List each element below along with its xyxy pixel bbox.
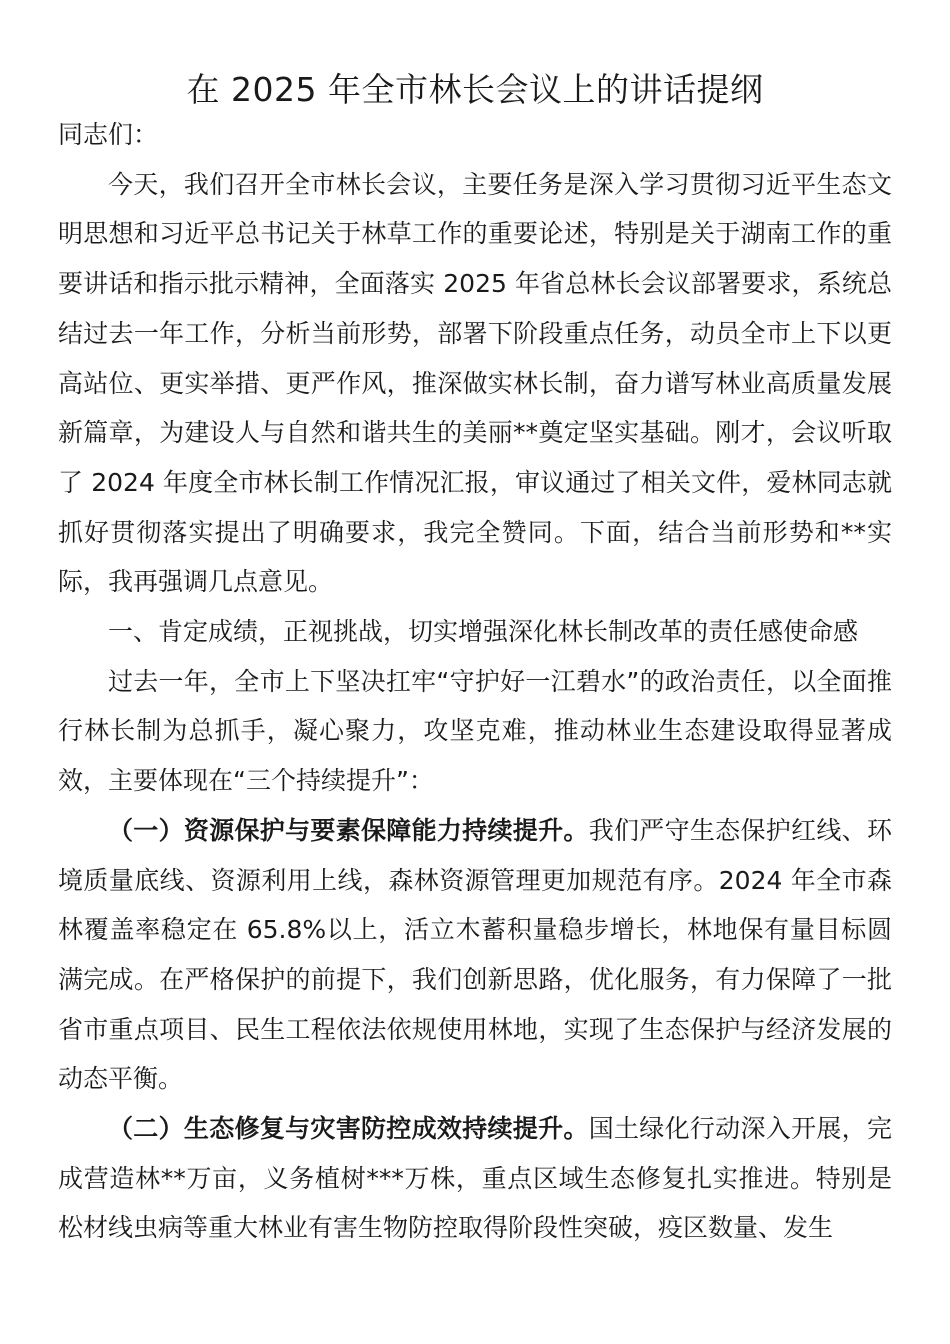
point-two-paragraph bbox=[58, 1104, 892, 1253]
point-one-lead: （一）资源保护与要素保障能力持续提升。 bbox=[108, 815, 589, 845]
point-one-body: 我们严守生态保护红线、环境质量底线、资源利用上线，森林资源管理更加规范有序。2024 年全市森林覆盖率稳定在 65.8%以上，活立木蓄积量稳步增长，林地保有量目标圆满完成。在严格保护的前提下，我们创新思路，优化服务，有力保障了一批省市重点项目、民生工程依法依规使用林地，实现了生态保护与经济发展的动态平衡。 bbox=[58, 815, 892, 1094]
point-two-lead: （二）生态修复与灾害防控成效持续提升。 bbox=[108, 1114, 589, 1144]
point-two-body: 国土绿化行动深入开展，完成营造林**万亩，义务植树***万株，重点区域生态修复扎实推进。特别是松材线虫病等重大林业有害生物防控取得阶段性突破，疫区数量、发生 bbox=[58, 1114, 892, 1243]
section-one-intro-paragraph: 过去一年，全市上下坚决扛牢“守护好一江碧水”的政治责任，以全面推行林长制为总抓手，凝心聚力，攻坚克难，推动林业生态建设取得显著成效，主要体现在“三个持续提升”： bbox=[58, 666, 892, 796]
salutation: 同志们： bbox=[58, 120, 159, 149]
point-one-paragraph bbox=[58, 806, 892, 1104]
intro-paragraph: 今天，我们召开全市林长会议，主要任务是深入学习贯彻习近平生态文明思想和习近平总书记关于林草工作的重要论述，特别是关于湖南工作的重要讲话和指示批示精神，全面落实 2025 年省总林长会议部署要求，系统总结过去一年工作，分析当前形势，部署下阶段重点任务，动员全市上下以更高站位、更实举措、更严作风，推深做实林长制，奋力谱写林业高质量发展新篇章，为建设人与自然和谐共生的美丽**奠定坚实基础。刚才，会议听取了 2024 年度全市林长制工作情况汇报，审议通过了相关文件，爱林同志就抓好贯彻落实提出了明确要求，我完全赞同。下面，结合当前形势和**实际，我再强调几点意见。 bbox=[58, 169, 892, 597]
document-title: 在 2025 年全市林长会议上的讲话提纲 bbox=[186, 70, 764, 109]
section-one-heading: 一、肯定成绩，正视挑战，切实增强深化林长制改革的责任感使命感 bbox=[108, 617, 859, 647]
